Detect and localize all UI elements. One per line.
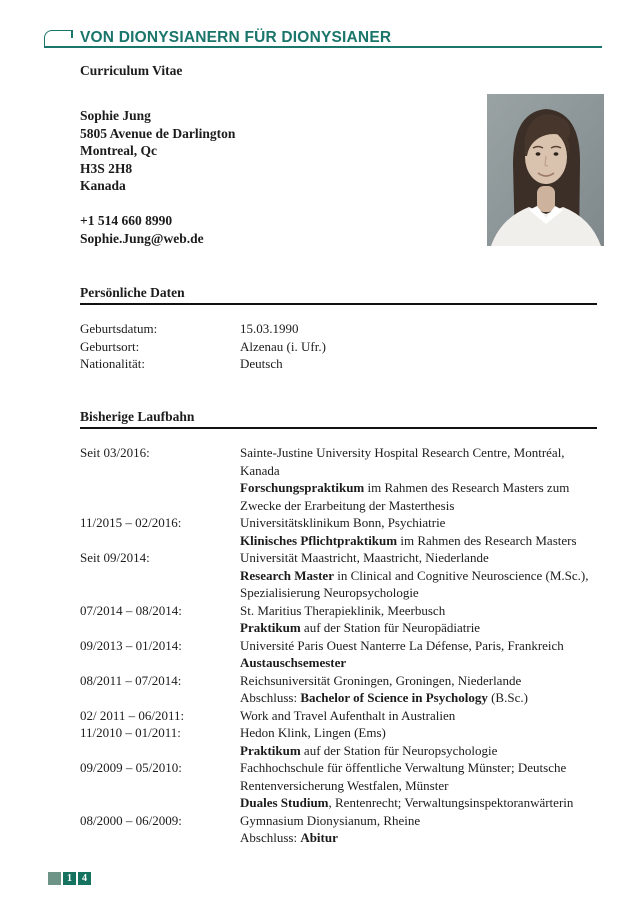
career-text: Klinisches Pflichtpraktikum im Rahmen des Research Masters <box>240 532 577 548</box>
section-title-career: Bisherige Laufbahn <box>80 409 195 424</box>
career-text: Reichsuniversität Groningen, Groningen, Niederlande <box>240 672 522 688</box>
career-row <box>80 724 625 742</box>
career-text: Spezialisierung Neuropsychologie <box>240 585 419 600</box>
career-text: Abschluss: Bachelor of Science in Psychology (B.Sc.) <box>240 690 528 705</box>
career-row <box>80 707 625 725</box>
page-number-square: 1 <box>63 872 76 885</box>
career-date <box>80 567 240 585</box>
career-row <box>80 689 625 707</box>
personal-row <box>80 338 625 356</box>
career-rows <box>80 444 625 847</box>
header-tab-tick <box>71 30 73 38</box>
section-title-personal: Persönliche Daten <box>80 285 185 300</box>
career-row <box>80 637 625 655</box>
career-row <box>80 654 625 672</box>
personal-row <box>80 320 625 338</box>
header-tab-shape <box>44 30 72 47</box>
career-date: 11/2015 – 02/2016: <box>80 515 182 530</box>
career-text: Université Paris Ouest Nanterre La Défense, Paris, Frankreich <box>240 637 564 653</box>
personal-value: Alzenau (i. Ufr.) <box>240 338 326 354</box>
career-date <box>80 777 240 795</box>
career-date <box>80 794 240 812</box>
career-row <box>80 602 625 620</box>
contact-block <box>80 107 235 247</box>
career-row <box>80 812 625 830</box>
career-text: Sainte-Justine University Hospital Research Centre, Montréal, <box>240 445 565 460</box>
career-text: Gymnasium Dionysianum, Rheine <box>240 812 421 828</box>
career-row <box>80 829 625 847</box>
career-row <box>80 514 625 532</box>
career-date: 11/2010 – 01/2011: <box>80 725 181 740</box>
personal-row <box>80 355 625 373</box>
career-row <box>80 619 625 637</box>
career-date: 09/2013 – 01/2014: <box>80 637 182 653</box>
address-line-street: 5805 Avenue de Darlington <box>80 125 236 141</box>
career-text: Zwecke der Erarbeitung der Masterthesis <box>240 497 455 513</box>
section-rule-career <box>80 427 597 429</box>
career-date <box>80 654 240 672</box>
career-text: Praktikum auf der Station für Neuropsychologie <box>240 742 498 758</box>
career-row <box>80 479 625 497</box>
address-line-city: Montreal, Qc <box>80 143 157 158</box>
contact-phone: +1 514 660 8990 <box>80 213 173 228</box>
address-line-postal: H3S 2H8 <box>80 160 133 176</box>
personal-rows <box>80 320 625 373</box>
career-date: Seit 09/2014: <box>80 550 150 565</box>
career-text: Austauschsemester <box>240 655 347 670</box>
career-text: Hedon Klink, Lingen (Ems) <box>240 725 386 740</box>
contact-email: Sophie.Jung@web.de <box>80 230 204 246</box>
personal-value: Deutsch <box>240 356 283 371</box>
career-text: Praktikum auf der Station für Neuropädiatrie <box>240 620 481 635</box>
career-date <box>80 742 240 760</box>
career-row <box>80 549 625 567</box>
career-row <box>80 759 625 777</box>
contact-name: Sophie Jung <box>80 108 151 123</box>
career-text: Research Master in Clinical and Cognitive Neuroscience (M.Sc.), <box>240 567 589 583</box>
career-date <box>80 829 240 847</box>
career-date: 08/2011 – 07/2014: <box>80 672 182 688</box>
career-row <box>80 532 625 550</box>
career-text: Duales Studium, Rentenrecht; Verwaltungsinspektoranwärterin <box>240 795 574 810</box>
personal-value: 15.03.1990 <box>240 321 299 336</box>
personal-label: Geburtsort: <box>80 338 140 354</box>
header-title: VON DIONYSIANERN FÜR DIONYSIANER <box>80 29 392 46</box>
address-line-country: Kanada <box>80 178 126 193</box>
career-date <box>80 497 240 515</box>
career-row <box>80 444 625 462</box>
career-date <box>80 619 240 637</box>
portrait-photo <box>487 94 604 246</box>
career-row <box>80 742 625 760</box>
decorative-square <box>48 872 61 885</box>
career-text: Rentenversicherung Westfalen, Münster <box>240 777 449 793</box>
career-text: Universitätsklinikum Bonn, Psychiatrie <box>240 515 446 530</box>
career-date <box>80 689 240 707</box>
career-text: Universität Maastricht, Maastricht, Niederlande <box>240 550 489 565</box>
address-spacer <box>80 195 235 213</box>
career-text: Fachhochschule für öffentliche Verwaltung Münster; Deutsche <box>240 760 567 775</box>
career-date <box>80 462 240 480</box>
career-date: 08/2000 – 06/2009: <box>80 812 182 828</box>
section-rule-personal <box>80 303 597 305</box>
career-date: 02/ 2011 – 06/2011: <box>80 707 185 723</box>
personal-label: Geburtsdatum: <box>80 321 158 336</box>
career-date: 09/2009 – 05/2010: <box>80 760 182 775</box>
career-row <box>80 777 625 795</box>
career-text: Forschungspraktikum im Rahmen des Research Masters zum <box>240 480 570 495</box>
career-text: Abschluss: Abitur <box>240 830 338 845</box>
personal-label: Nationalität: <box>80 356 145 371</box>
page-number-squares <box>48 872 91 885</box>
career-date <box>80 584 240 602</box>
career-text: Work and Travel Aufenthalt in Australien <box>240 707 456 723</box>
career-row <box>80 567 625 585</box>
career-row <box>80 584 625 602</box>
career-row <box>80 794 625 812</box>
career-text: St. Maritius Therapieklinik, Meerbusch <box>240 602 446 618</box>
career-text: Kanada <box>240 462 280 478</box>
career-row <box>80 462 625 480</box>
career-date <box>80 532 240 550</box>
career-row <box>80 672 625 690</box>
career-date: Seit 03/2016: <box>80 445 150 460</box>
career-row <box>80 497 625 515</box>
career-date <box>80 479 240 497</box>
document-title: Curriculum Vitae <box>80 63 183 78</box>
career-date: 07/2014 – 08/2014: <box>80 602 182 618</box>
page-number-square: 4 <box>78 872 91 885</box>
